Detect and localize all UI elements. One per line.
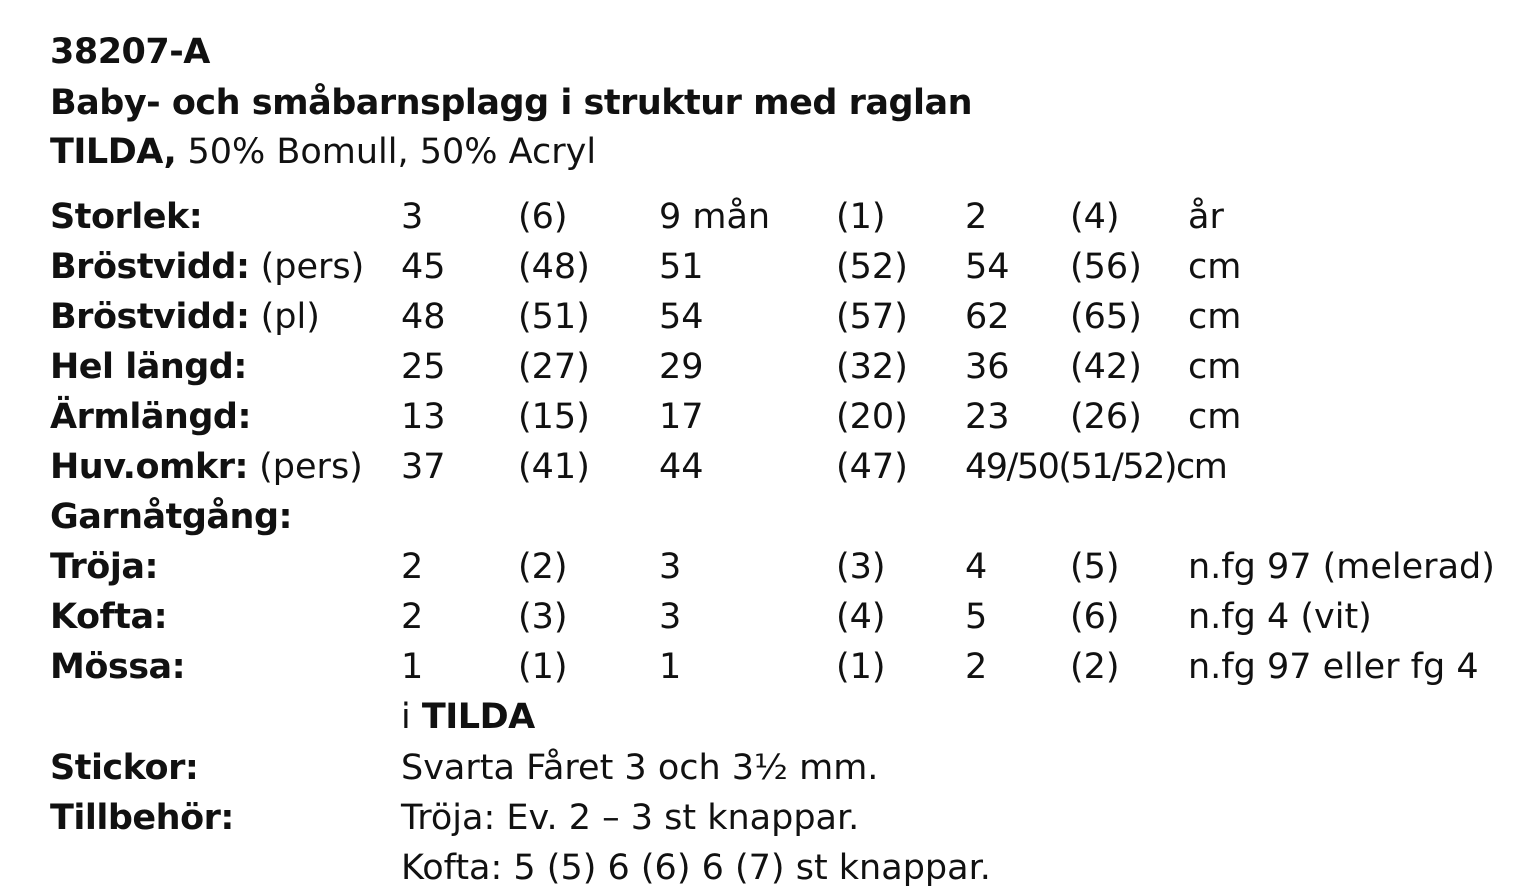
table-cell: (56) — [1070, 247, 1142, 287]
unit-cell: cm — [1188, 347, 1242, 387]
table-cell: 5 — [965, 597, 988, 637]
row-label: Ärmlängd: — [50, 397, 251, 437]
needles-row — [50, 748, 1510, 798]
table-cell: (42) — [1070, 347, 1142, 387]
in-yarn-note: i TILDA — [401, 697, 535, 737]
table-cell: 1 — [659, 647, 682, 687]
pattern-title: Baby- och småbarnsplagg i struktur med raglan — [50, 83, 973, 123]
table-cell: (15) — [518, 397, 590, 437]
needles-value: Svarta Fåret 3 och 3½ mm. — [401, 748, 879, 788]
table-cell: 4 — [965, 547, 988, 587]
unit-cell: år — [1188, 197, 1224, 237]
row-label: Mössa: — [50, 647, 186, 687]
yarn-heading: Garnåtgång: — [50, 497, 293, 537]
color-cell: n.fg 97 (melerad) — [1188, 547, 1495, 587]
table-cell: 2 — [965, 197, 988, 237]
table-cell: (48) — [518, 247, 590, 287]
table-cell: 1 — [401, 647, 424, 687]
row-label: Bröstvidd: (pers) — [50, 247, 365, 287]
table-cell: 3 — [659, 547, 682, 587]
total-length-row — [50, 347, 1510, 397]
table-cell: (4) — [1070, 197, 1120, 237]
accessories-row — [50, 798, 1510, 848]
table-cell: (1) — [836, 197, 886, 237]
table-cell: (27) — [518, 347, 590, 387]
table-cell: 45 — [401, 247, 446, 287]
head-circumference-row — [50, 447, 1510, 497]
table-cell: 3 — [401, 197, 424, 237]
yarn-composition: 50% Bomull, 50% Acryl — [187, 132, 597, 172]
row-label: Storlek: — [50, 197, 203, 237]
row-label: Tröja: — [50, 547, 158, 587]
table-cell: 44 — [659, 447, 704, 487]
table-cell: (6) — [1070, 597, 1120, 637]
size-row — [50, 197, 1510, 247]
table-cell: (3) — [518, 597, 568, 637]
table-cell: 23 — [965, 397, 1010, 437]
table-cell: (2) — [518, 547, 568, 587]
table-cell: 36 — [965, 347, 1010, 387]
sweater-yarn-row — [50, 547, 1510, 597]
table-cell: (26) — [1070, 397, 1142, 437]
table-cell: 62 — [965, 297, 1010, 337]
table-cell: 2 — [965, 647, 988, 687]
table-cell: 17 — [659, 397, 704, 437]
cardigan-yarn-row — [50, 597, 1510, 647]
row-label: Hel längd: — [50, 347, 247, 387]
color-cell: n.fg 97 eller fg 4 — [1188, 647, 1479, 687]
table-cell: 9 mån — [659, 197, 771, 237]
table-cell: (4) — [836, 597, 886, 637]
unit-cell: cm — [1188, 297, 1242, 337]
pattern-code: 38207-A — [50, 32, 210, 72]
table-cell: (3) — [836, 547, 886, 587]
table-cell: (1) — [836, 647, 886, 687]
table-cell: 48 — [401, 297, 446, 337]
table-cell: (5) — [1070, 547, 1120, 587]
color-cell: n.fg 4 (vit) — [1188, 597, 1372, 637]
table-cell: 37 — [401, 447, 446, 487]
table-cell: (2) — [1070, 647, 1120, 687]
yarn-heading-row — [50, 497, 1510, 547]
accessories-line: Tröja: Ev. 2 – 3 st knappar. — [401, 798, 860, 838]
table-cell: 25 — [401, 347, 446, 387]
table-cell: 54 — [659, 297, 704, 337]
chest-width-person-row — [50, 247, 1510, 297]
chest-width-garment-row — [50, 297, 1510, 347]
yarn-name: TILDA, — [50, 132, 177, 172]
table-cell: (47) — [836, 447, 908, 487]
table-cell: 51 — [659, 247, 704, 287]
hat-yarn-row — [50, 647, 1510, 697]
table-cell: 2 — [401, 597, 424, 637]
table-cell: 3 — [659, 597, 682, 637]
table-cell: (32) — [836, 347, 908, 387]
unit-cell: cm — [1188, 397, 1242, 437]
unit-cell: cm — [1188, 247, 1242, 287]
pattern-document — [50, 0, 1510, 896]
row-label: Kofta: — [50, 597, 168, 637]
table-cell: (20) — [836, 397, 908, 437]
yarn-line — [50, 132, 596, 172]
table-cell: (41) — [518, 447, 590, 487]
table-cell: 49/50(51/52)cm — [965, 447, 1227, 487]
row-label: Huv.omkr: (pers) — [50, 447, 363, 487]
table-cell: 54 — [965, 247, 1010, 287]
table-cell: (65) — [1070, 297, 1142, 337]
table-cell: (1) — [518, 647, 568, 687]
table-cell: (57) — [836, 297, 908, 337]
table-cell: 29 — [659, 347, 704, 387]
needles-label: Stickor: — [50, 748, 199, 788]
table-cell: (6) — [518, 197, 568, 237]
table-cell: (51) — [518, 297, 590, 337]
sleeve-length-row — [50, 397, 1510, 447]
table-cell: (52) — [836, 247, 908, 287]
accessories-line: Kofta: 5 (5) 6 (6) 6 (7) st knappar. — [401, 848, 991, 888]
accessories-label: Tillbehör: — [50, 798, 234, 838]
table-cell: 13 — [401, 397, 446, 437]
table-cell: 2 — [401, 547, 424, 587]
row-label: Bröstvidd: (pl) — [50, 297, 320, 337]
